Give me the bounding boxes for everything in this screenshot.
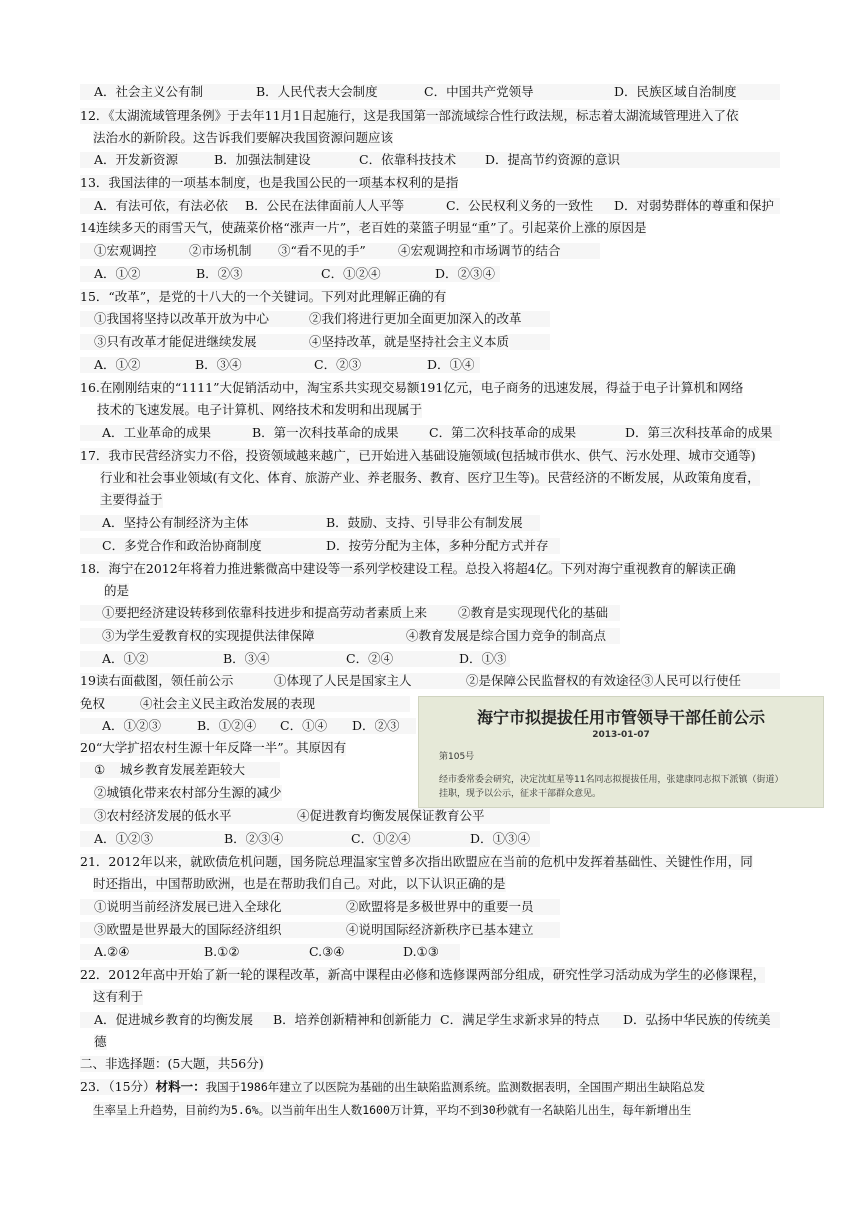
q16-stem-line1: 16.在刚刚结束的“1111”大促销活动中，淘宝系共实现交易额191亿元，电子商务的迅速发展，得益于电子计算机和网络 [80,380,744,395]
q20-stem: 20“大学扩招农村生源十年反降一半”。其原因有 [80,740,347,755]
q14-item-3: ③“看不见的手” [278,243,366,258]
q20-options [80,831,540,847]
q12-options [80,152,780,168]
q11-option-b: B．人民代表大会制度 [256,84,378,99]
q21-item-3: ③欧盟是世界最大的国际经济组织 [94,922,282,937]
q16-stem-line2: 技术的飞速发展。电子计算机、网络技术和发明和出现属于 [97,402,423,417]
q22-option-d: D．弘扬中华民族的传统美 [623,1012,771,1027]
notice-number: 第105号 [439,752,475,762]
q15-item-3: ③只有改革才能促进继续发展 [94,334,257,349]
q21-item-2: ②欧盟将是多极世界中的重要一员 [346,899,534,914]
q15-items-row2 [80,334,550,350]
q21-options [80,944,460,960]
q14-option-c: C．①②④ [321,266,381,281]
q23-material-label: 材料一： [155,1079,206,1094]
q18-option-c: C．②④ [346,651,394,666]
q19-stem-d: 免权 [80,696,106,711]
q22-option-b: B．培养创新精神和创新能力 [273,1012,433,1027]
q14-options [80,266,500,282]
q21-stem-line2: 时还指出，中国帮助欧洲，也是在帮助我们自己。对此，以下认识正确的是 [93,876,506,891]
q18-item-1: ①要把经济建设转移到依靠科技进步和提高劳动者素质上来 [102,605,428,620]
notice-title: 海宁市拟提拔任用市管领导干部任前公示 [476,708,765,727]
q17-stem-line1: 17．我市民营经济实力不俗，投资领域越来越广，已开始进入基础设施领域(包括城市供水、供气、污水处理、城市交通等) [80,448,756,463]
q19-option-c: C．①④ [280,718,328,733]
q14-items [80,243,600,259]
q22-option-a: A．促进城乡教育的均衡发展 [94,1012,254,1027]
q21-items-row1 [80,899,560,915]
q13-option-a: A．有法可依，有法必依 [94,198,229,213]
q20-option-d: D．①③④ [470,831,531,846]
q11-option-c: C．中国共产党领导 [424,84,534,99]
q21-option-b: B.①② [204,944,240,959]
notice-body [439,773,815,801]
q19-stem-line2 [80,696,410,712]
q14-option-d: D．②③④ [435,266,496,281]
q22-stem-line1: 22．2012年高中开始了新一轮的课程改革，新高中课程由必修和选修课两部分组成，研究性学习活动成为学生的必修课程， [80,967,766,982]
q13-option-b: B．公民在法律面前人人平等 [245,198,405,213]
q21-stem-line1: 21．2012年以来，就欧债危机问题，国务院总理温家宝曾多次指出欧盟应在当前的危机中发挥着基础性、关键性作用，同 [80,854,753,869]
q18-option-b: B．③④ [223,651,270,666]
q22-options [80,1012,780,1028]
q12-option-c: C．依靠科技技术 [359,152,457,167]
q18-stem-line2: 的是 [104,583,130,598]
q20-item1-text: 城乡教育发展差距较大 [120,762,246,777]
q17-options-row1 [80,515,540,531]
q11-option-d: D．民族区域自治制度 [614,84,737,99]
q17-option-b: B．鼓励、支持、引导非公有制发展 [326,515,523,530]
q12-option-a: A．开发新资源 [94,152,179,167]
q20-option-a: A．①②③ [94,831,154,846]
q14-option-a: A．①② [94,266,141,281]
q17-stem-line2: 行业和社会事业领域(有文化、体育、旅游产业、养老服务、教育、医疗卫生等)。民营经济的不断发展，从政策角度看， [100,470,760,485]
q11-options [80,84,780,100]
q15-option-b: B．③④ [195,357,242,372]
notice-body-line2: 挂职，现予以公示，征求干部群众意见。 [439,789,602,799]
q13-option-d: D．对弱势群体的尊重和保护 [614,198,775,213]
q23-prefix: 23．（15分） [80,1079,156,1094]
q12-stem-line2: 法治水的新阶段。这告诉我们要解决我国资源问题应该 [93,130,394,145]
notice-screenshot [418,696,824,808]
q21-option-c: C.③④ [309,944,345,959]
q19-stem-e: ④社会主义民主政治发展的表现 [140,696,316,711]
q15-item-1: ①我国将坚持以改革开放为中心 [94,311,270,326]
notice-date: 2013-01-07 [592,730,650,740]
q18-item-3: ③为学生爱教育权的实现提供法律保障 [102,628,315,643]
q21-option-d: D.①③ [403,944,439,959]
q14-item-1: ①宏观调控 [94,243,157,258]
q22-option-c: C．满足学生求新求异的特点 [440,1012,600,1027]
q19-option-a: A．①②③ [102,718,162,733]
notice-body-line1: 经市委常委会研究，决定沈虹星等11名同志拟提拔任用，张建康同志拟下派镇（街道） [439,775,784,785]
q11-option-a: A．社会主义公有制 [94,84,204,99]
q20-item4: ④促进教育均衡发展保证教育公平 [297,808,485,823]
q14-option-b: B．②③ [196,266,243,281]
q18-items-row2 [80,628,620,644]
q19-options [80,718,416,734]
q15-options [80,357,480,373]
q16-options [80,425,780,441]
q15-option-d: D．①④ [427,357,475,372]
q20-items-row3 [80,808,550,824]
q15-item-2: ②我们将进行更加全面更加深入的改革 [309,311,522,326]
q18-option-a: A．①② [102,651,149,666]
q22-option-d-continued: 德 [94,1034,107,1049]
q17-option-a: A．坚持公有制经济为主体 [102,515,249,530]
q19-option-d: D．②③ [352,718,400,733]
q19-stem-b: ①体现了人民是国家主人 [274,673,412,688]
q20-item3: ③农村经济发展的低水平 [94,808,232,823]
q18-options [80,651,510,667]
q14-stem: 14连续多天的雨雪天气，使蔬菜价格“涨声一片”，老百姓的菜篮子明显“重”了。引起菜价上涨的原因是 [80,220,647,235]
q19-stem-line1 [80,673,780,689]
q21-items-row2 [80,922,560,938]
q19-stem-c: ②是保障公民监督权的有效途径③人民可以行使任 [466,673,742,688]
q18-item-4: ④教育发展是综合国力竞争的制高点 [406,628,607,643]
section-2-heading: 二、非选择题：(5大题，共56分) [80,1056,264,1071]
q12-option-d: D．提高节约资源的意识 [485,152,621,167]
q16-option-b: B．第一次科技革命的成果 [252,425,399,440]
q18-option-d: D．①③ [459,651,507,666]
q17-stem-line3: 主要得益于 [100,492,163,507]
q15-option-a: A．①② [94,357,141,372]
q18-item-2: ②教育是实现现代化的基础 [458,605,609,620]
q17-options-row2 [80,538,560,554]
q20-item1-num: ① [94,762,106,777]
q13-option-c: C．公民权利义务的一致性 [446,198,594,213]
q20-item2: ②城镇化带来农村部分生源的减少 [94,785,282,800]
q15-stem: 15．“改革”，是党的十八大的一个关键词。下列对此理解正确的有 [80,289,447,304]
q12-option-b: B．加强法制建设 [214,152,311,167]
q15-option-c: C．②③ [314,357,362,372]
q23-text-line1: 我国于1986年建立了以医院为基础的出生缺陷监测系统。监测数据表明，全国围产期出生缺陷总发 [205,1080,705,1094]
q15-item-4: ④坚持改革，就是坚持社会主义本质 [309,334,510,349]
q17-option-c: C．多党合作和政治协商制度 [102,538,262,553]
q20-item1 [80,762,280,778]
q19-stem-a: 19读右面截图，领任前公示 [80,673,234,688]
q16-option-c: C．第二次科技革命的成果 [429,425,577,440]
q22-stem-line2: 这有利于 [93,989,144,1004]
q23-line1 [80,1079,705,1095]
q14-item-2: ②市场机制 [189,243,252,258]
q19-option-b: B．①②④ [197,718,257,733]
q15-items-row1 [80,311,550,327]
q13-stem: 13．我国法律的一项基本制度，也是我国公民的一项基本权利的是指 [80,175,459,190]
q18-stem-line1: 18．海宁在2012年将着力推进紫微高中建设等一系列学校建设工程。总投入将超4亿。下列对海宁重视教育的解读正确 [80,561,736,576]
q16-option-a: A．工业革命的成果 [102,425,212,440]
q14-item-4: ④宏观调控和市场调节的结合 [398,243,561,258]
q16-option-d: D．第三次科技革命的成果 [625,425,773,440]
q23-line2: 生率呈上升趋势，目前约为5.6%。以当前年出生人数1600万计算，平均不到30秒就有一名缺陷儿出生，每年新增出生 [93,1103,692,1117]
q20-option-c: C．①②④ [351,831,411,846]
q21-option-a: A.②④ [94,944,130,959]
q13-options [80,198,780,214]
q17-option-d: D．按劳分配为主体，多种分配方式并存 [326,538,549,553]
q21-item-1: ①说明当前经济发展已进入全球化 [94,899,282,914]
q12-stem-line1: 12．《太湖流域管理条例》于去年11月1日起施行，这是我国第一部流域综合性行政法规，标志着太湖流域管理进入了依 [80,108,739,123]
q18-items-row1 [80,605,620,621]
q21-item-4: ④说明国际经济新秩序已基本建立 [346,922,534,937]
q20-option-b: B．②③④ [224,831,284,846]
